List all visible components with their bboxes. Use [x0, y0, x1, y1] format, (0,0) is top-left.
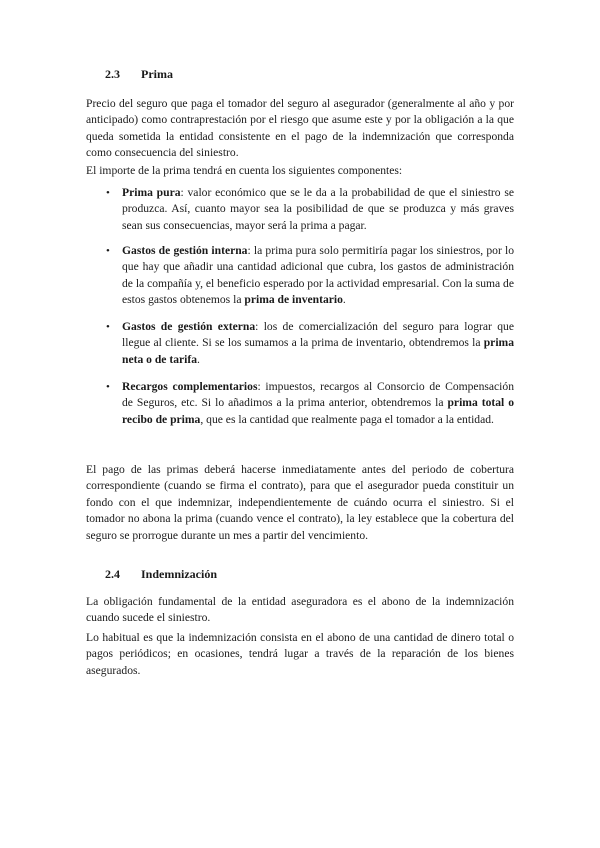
list-item-text	[122, 319, 514, 368]
list-item-text	[122, 243, 514, 309]
section-title: Prima	[141, 67, 173, 81]
bullet-icon: •	[106, 321, 110, 333]
description: : los de comercialización del seguro para lograr que llegue al cliente. Si se los sumamos a la prima de inventario, obtendremos la	[122, 320, 514, 350]
section-number: 2.4	[105, 567, 120, 581]
term: Prima pura	[122, 186, 181, 199]
indemnity-paragraph-1: La obligación fundamental de la entidad aseguradora es el abono de la indemnización cuando sucede el siniestro.	[86, 595, 514, 625]
term: Gastos de gestión interna	[122, 244, 248, 257]
list-item-text	[122, 185, 514, 234]
payment-paragraph: El pago de las primas deberá hacerse inmediatamente antes del periodo de cobertura correspondiente (cuando se firma el contrato), para que el asegurador pueda constituir un fondo con el que indemnizar, independientemente de cuándo ocurra el siniestro. Si el tomador no abona la prima (cuando vence el contrato), la ley establece que la cobertura del seguro se prorrogue durante un mes a partir del vencimiento.	[86, 463, 514, 542]
highlight: prima de inventario	[244, 293, 343, 307]
description-end: .	[197, 352, 200, 366]
term: Recargos complementarios	[122, 380, 258, 393]
list-item-prima-pura	[86, 185, 514, 234]
term: Gastos de gestión externa	[122, 320, 256, 333]
components-intro: El importe de la prima tendrá en cuenta los siguientes componentes:	[86, 164, 403, 177]
description: : la prima pura solo permitiría pagar los siniestros, por lo que hay que añadir una cantidad adicional que cubra, los gastos de administración de la compañía y, el beneficio esperado por la actividad empresarial. Con la suma de estos gastos obtenemos la	[122, 244, 514, 307]
list-item-text	[122, 379, 514, 428]
description-end: , que es la cantidad que realmente paga el tomador a la entidad.	[200, 412, 494, 426]
list-item-recargos	[86, 379, 514, 428]
list-item-gastos-externos	[86, 319, 514, 368]
section-heading-prima	[105, 66, 173, 82]
section-heading-indemnizacion	[105, 566, 217, 582]
list-item-gastos-internos	[86, 243, 514, 309]
indemnity-paragraph-2: Lo habitual es que la indemnización consista en el abono de una cantidad de dinero total o pagos periódicos; en ocasiones, tendrá lugar a través de la reparación de los bienes asegurados.	[86, 631, 514, 677]
bullet-icon: •	[106, 381, 110, 393]
bullet-icon: •	[106, 245, 110, 257]
bullet-icon: •	[106, 187, 110, 199]
section-title: Indemnización	[141, 567, 218, 581]
intro-paragraph: Precio del seguro que paga el tomador del seguro al asegurador (generalmente al año y por anticipado) como contraprestación por el riesgo que asume este y por la obligación a la que queda sometida la entidad consistente en el pago de la indemnización que corresponda como consecuencia del siniestro.	[86, 97, 514, 160]
description-end: .	[342, 293, 346, 307]
highlight: prima total o recibo de prima	[122, 396, 514, 426]
highlight: prima neta o de tarifa	[122, 336, 514, 366]
description: : valor económico que se le da a la probabilidad de que el siniestro se produzca. Así, cuanto mayor sea la posibilidad de que se produzca y más graves sean sus consecuencias, mayor será la prima a pagar.	[122, 186, 515, 232]
description: : impuestos, recargos al Consorcio de Compensación de Seguros, etc. Si lo añadimos a la prima anterior, obtendremos la	[122, 380, 514, 410]
section-number: 2.3	[105, 67, 120, 81]
